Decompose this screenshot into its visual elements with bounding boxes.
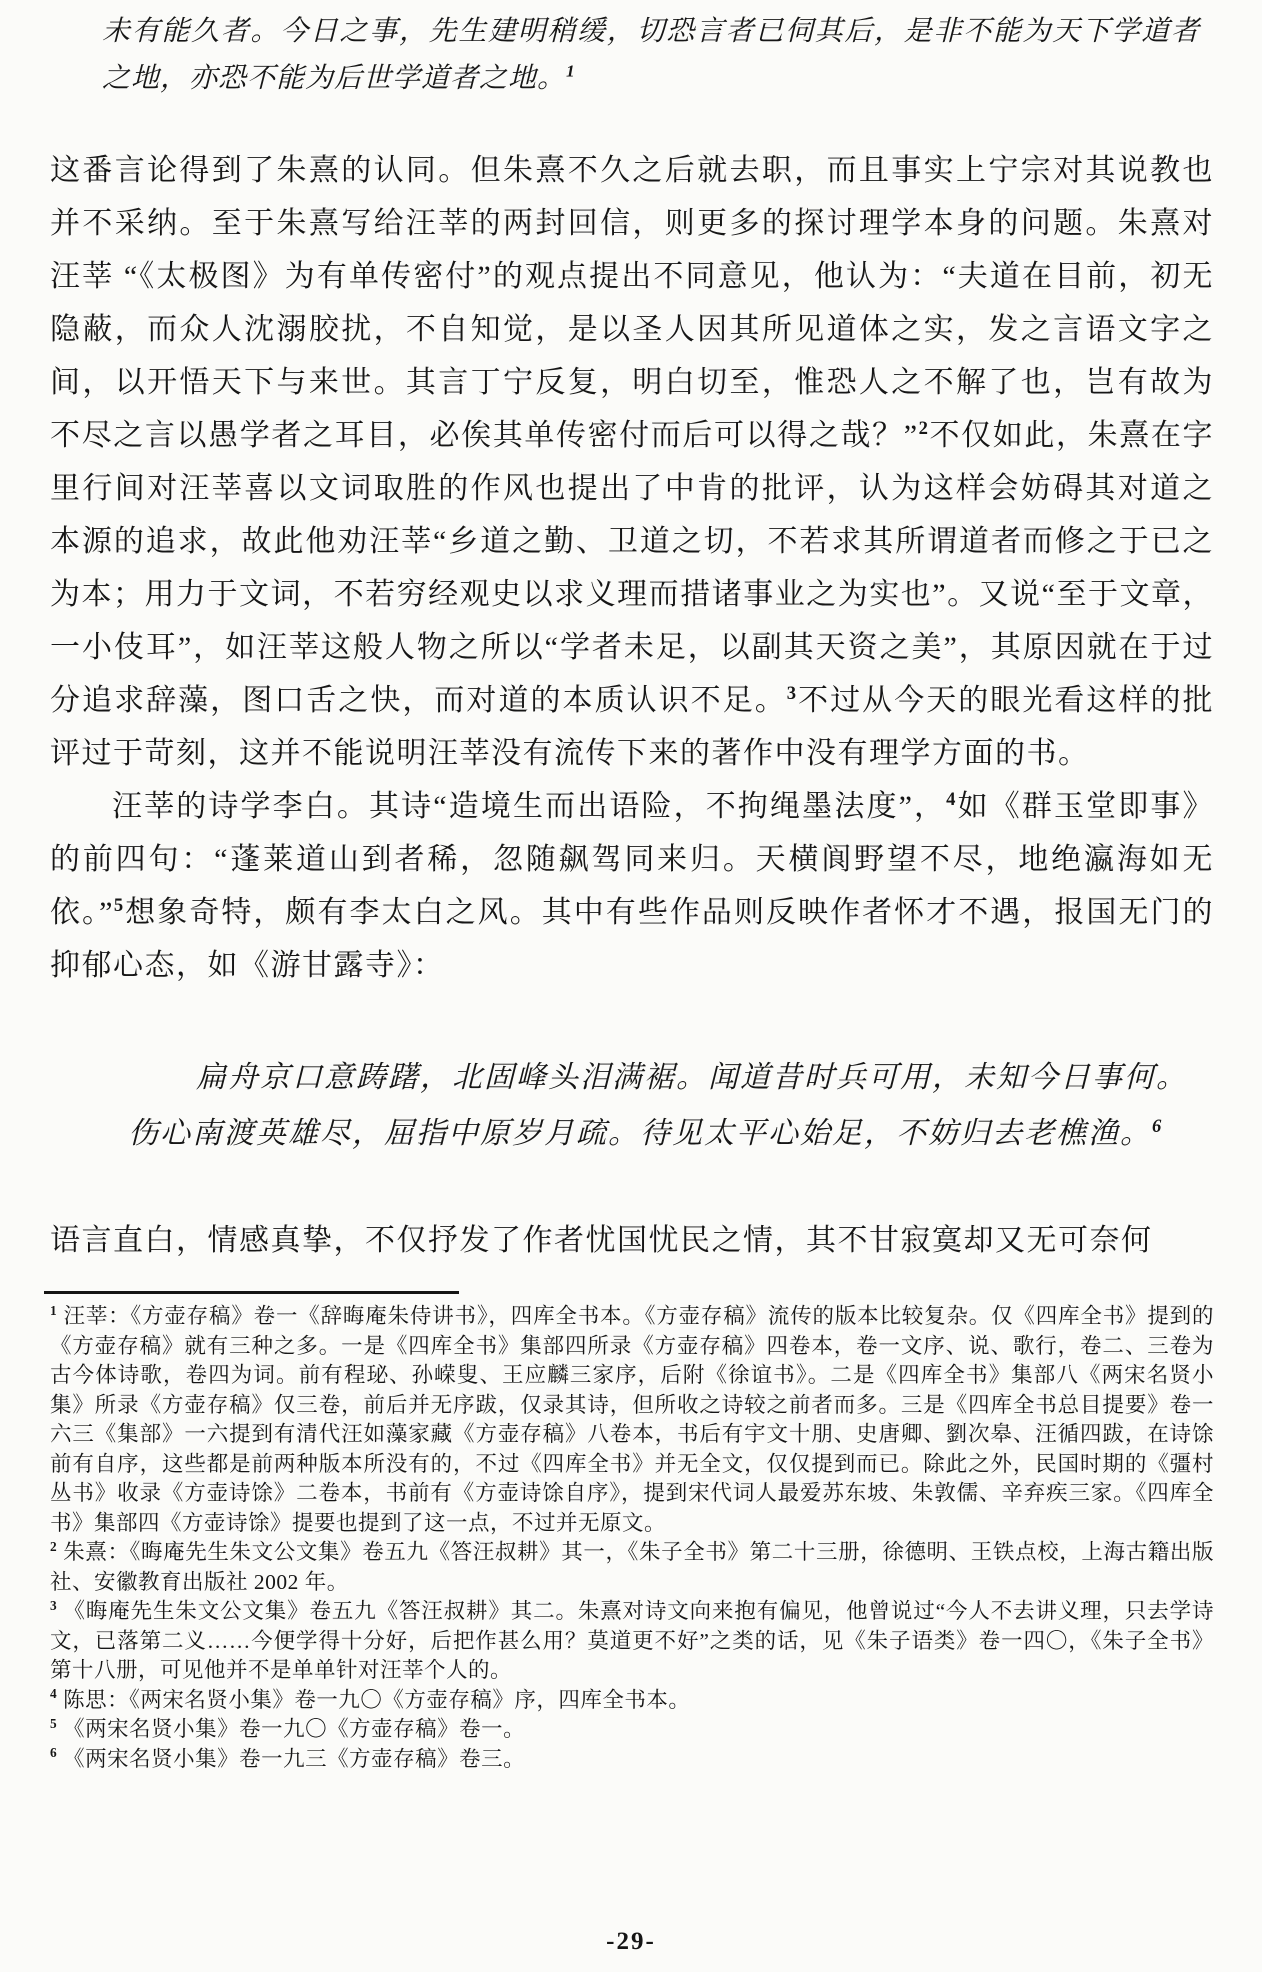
block-quote-top: 未有能久者。今日之事，先生建明稍缓，切恐言者已伺其后，是非不能为天下学道者之地，亦恐不能为后世学道者之地。$^1$	[102, 16, 1200, 94]
footnote-6	[50, 1745, 1214, 1775]
footnote-separator-rule	[44, 1291, 459, 1294]
footnote-text: 汪莘：《方壶存稿》卷一《辞晦庵朱侍讲书》，四库全书本。《方壶存稿》流传的版本比较复杂。仅《四库全书》提到的《方壶存稿》就有三种之多。一是《四库全书》集部四所录《方壶存稿》四卷本，卷一文序、说、歌行，卷二、三卷为古今体诗歌，卷四为词。前有程珌、孙嵘叟、王应麟三家序，后附《徐谊书》。二是《四库全书》集部八《两宋名贤小集》所录《方壶存稿》仅三卷，前后并无序跋，仅录其诗，但所收之诗较之前者而多。三是《四库全书总目提要》卷一六三《集部》一六提到有清代汪如藻家藏《方壶存稿》八卷本，书后有宇文十朋、史唐卿、劉次皋、汪循四跋，在诗馀前有自序，这些都是前两种版本所没有的，不过《四库全书》并无全文，仅仅提到而已。除此之外，民国时期的《彊村丛书》收录《方壶诗馀》二卷本，书前有《方壶诗馀自序》，提到宋代词人最爱苏东坡、朱敦儒、辛弃疾三家。《四库全书》集部四《方壶诗馀》提要也提到了这一点，不过并无原文。	[50, 1304, 1214, 1535]
footnote-text: 《两宋名贤小集》卷一九三《方壶存稿》卷三。	[63, 1746, 526, 1771]
footnote-marker: 5	[50, 1715, 58, 1731]
footnote-text: 《晦庵先生朱文公文集》卷五九《答汪叔耕》其二。朱熹对诗文向来抱有偏见，他曾说过“今人不去讲义理，只去学诗文，已落第二义……今便学得十分好，后把作甚么用？莫道更不好”之类的话，见《朱子语类》卷一四〇，《朱子全书》第十八册，可见他并不是单单针对汪莘个人的。	[50, 1599, 1214, 1682]
page-number: -29-	[606, 1928, 656, 1955]
poem-block	[50, 1050, 1214, 1162]
footnote-marker: 3	[50, 1597, 58, 1613]
footnotes-section	[50, 1302, 1214, 1774]
footnote-marker: 1	[50, 1302, 58, 1318]
footnote-4	[50, 1686, 1214, 1716]
poem-line-1: 扁舟京口意踌躇，北固峰头泪满裾。闻道昔时兵可用，未知今日事何。	[196, 1061, 1188, 1094]
footnote-text: 朱熹：《晦庵先生朱文公文集》卷五九《答汪叔耕》其一，《朱子全书》第二十三册，徐德明、王铁点校，上海古籍出版社、安徽教育出版社 2002 年。	[50, 1540, 1214, 1594]
footnote-1	[50, 1302, 1214, 1538]
footnote-marker: 2	[50, 1538, 58, 1554]
footnote-3	[50, 1597, 1214, 1686]
footnote-text: 《两宋名贤小集》卷一九〇《方壶存稿》卷一。	[63, 1717, 526, 1741]
footnote-2	[50, 1538, 1214, 1597]
poem-line-2: 伤心南渡英雄尽，屈指中原岁月疏。待见太平心始足，不妨归去老樵渔。$^6$	[128, 1116, 1164, 1150]
paragraph-after-poem: 语言直白，情感真挚，不仅抒发了作者忧国忧民之情，其不甘寂寞却又无可奈何	[50, 1224, 1153, 1257]
footnote-marker: 4	[50, 1686, 58, 1702]
footnote-marker: 6	[50, 1745, 58, 1761]
footnote-text: 陈思：《两宋名贤小集》卷一九〇《方壶存稿》序，四库全书本。	[63, 1687, 691, 1712]
paragraph-main: 这番言论得到了朱熹的认同。但朱熹不久之后就去职，而且事实上宁宗对其说教也并不采纳。至于朱熹写给汪莘的两封回信，则更多的探讨理学本身的问题。朱熹对汪莘 “《太极图》为有单传密付”的观点提出不同意见，他认为：“夫道在目前，初无隐蔽，而众人沈溺胶扰，不自知觉，是以圣人因其所见道体之实，发之言语文字之间，以开悟天下与来世。其言丁宁反复，明白切至，惟恐人之不解了也，岂有故为不尽之言以愚学者之耳目，必俟其单传密付而后可以得之哉？”$^2$不仅如此，朱熹在字里行间对汪莘喜以文词取胜的作风也提出了中肯的批评，认为这样会妨碍其对道之本源的追求，故此他劝汪莘“乡道之勤、卫道之切，不若求其所谓道者而修之于已之为本；用力于文词，不若穷经观史以求义理而措诸事业之为实也”。又说“至于文章，一小伎耳”，如汪莘这般人物之所以“学者未足，以副其天资之美”，其原因就在于过分追求辞藻，图口舌之快，而对道的本质认识不足。$^3$不过从今天的眼光看这样的批评过于苛刻，这并不能说明汪莘没有流传下来的著作中没有理学方面的书。	[50, 154, 1215, 770]
footnote-5	[50, 1715, 1214, 1745]
paragraph-poetry-intro: 汪莘的诗学李白。其诗“造境生而出语险，不拘绳墨法度”，$^4$如《群玉堂即事》的前四句：“蓬莱道山到者稀，忽随飙驾同来归。天横阆野望不尽，地绝瀛海如无依。”$^5$想象奇特，颇有李太白之风。其中有些作品则反映作者怀才不遇，报国无门的抑郁心态，如《游甘露寺》：	[50, 789, 1215, 982]
